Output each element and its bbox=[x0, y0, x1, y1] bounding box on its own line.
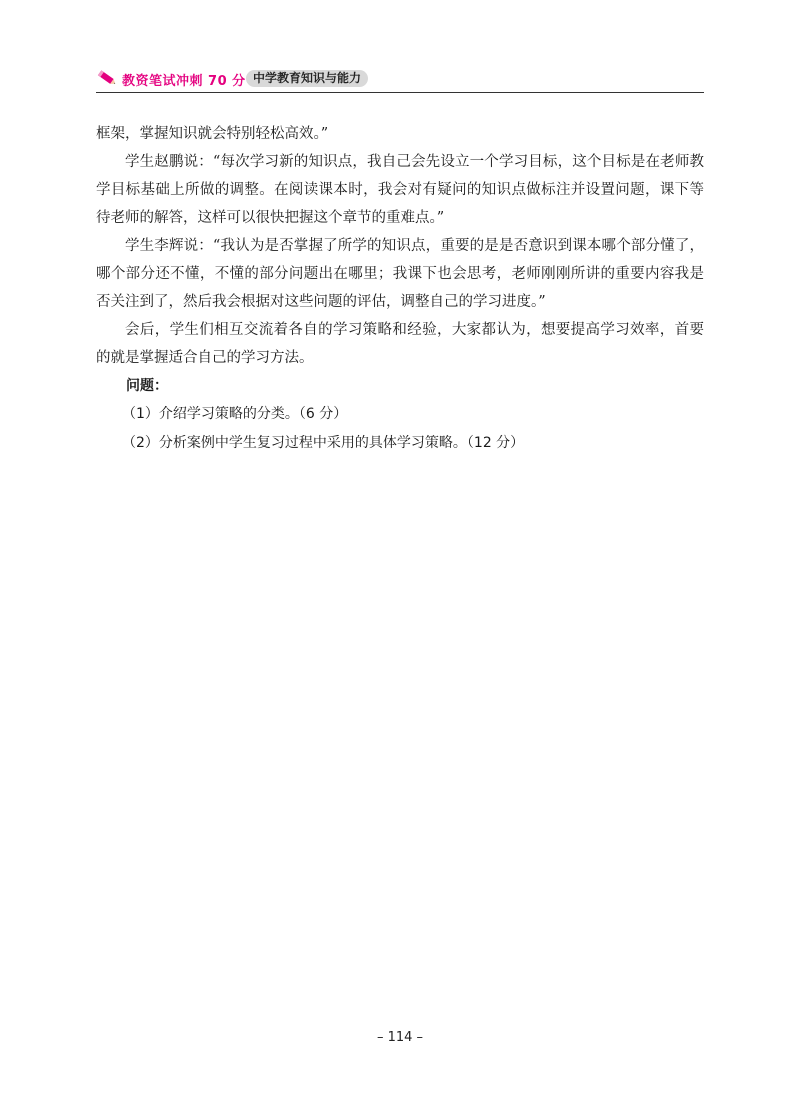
paragraph-continuation: 框架，掌握知识就会特别轻松高效。” bbox=[96, 126, 329, 142]
series-title: 教资笔试冲刺 70 分 bbox=[122, 74, 246, 89]
subject-badge: 中学教育知识与能力 bbox=[246, 70, 368, 87]
question-item-2: （2）分析案例中学生复习过程中采用的具体学习策略。（12 分） bbox=[122, 435, 525, 451]
header-divider bbox=[96, 92, 704, 93]
page-number: – 114 – bbox=[376, 1030, 424, 1045]
paragraph-li-hui: 学生李辉说：“我认为是否掌握了所学的知识点，重要的是是否意识到课本哪个部分懂了，哪个部分还不懂，不懂的部分问题出在哪里；我课下也会思考，老师刚刚所讲的重要内容我是否关注到了，然后我会根据对这些问题的评估，调整自己的学习进度。” bbox=[96, 238, 704, 310]
page-content bbox=[96, 120, 704, 458]
pencil-icon bbox=[96, 68, 118, 88]
question-item-1: （1）介绍学习策略的分类。（6 分） bbox=[122, 406, 348, 422]
question-heading: 问题： bbox=[126, 378, 168, 394]
paragraph-conclusion: 会后，学生们相互交流着各自的学习策略和经验，大家都认为，想要提高学习效率，首要的就是掌握适合自己的学习方法。 bbox=[96, 322, 704, 366]
page-header bbox=[96, 68, 704, 92]
paragraph-zhao-peng: 学生赵鹏说：“每次学习新的知识点，我自己会先设立一个学习目标，这个目标是在老师教学目标基础上所做的调整。在阅读课本时，我会对有疑问的知识点做标注并设置问题，课下等待老师的解答，这样可以很快把握这个章节的重难点。” bbox=[96, 154, 704, 226]
